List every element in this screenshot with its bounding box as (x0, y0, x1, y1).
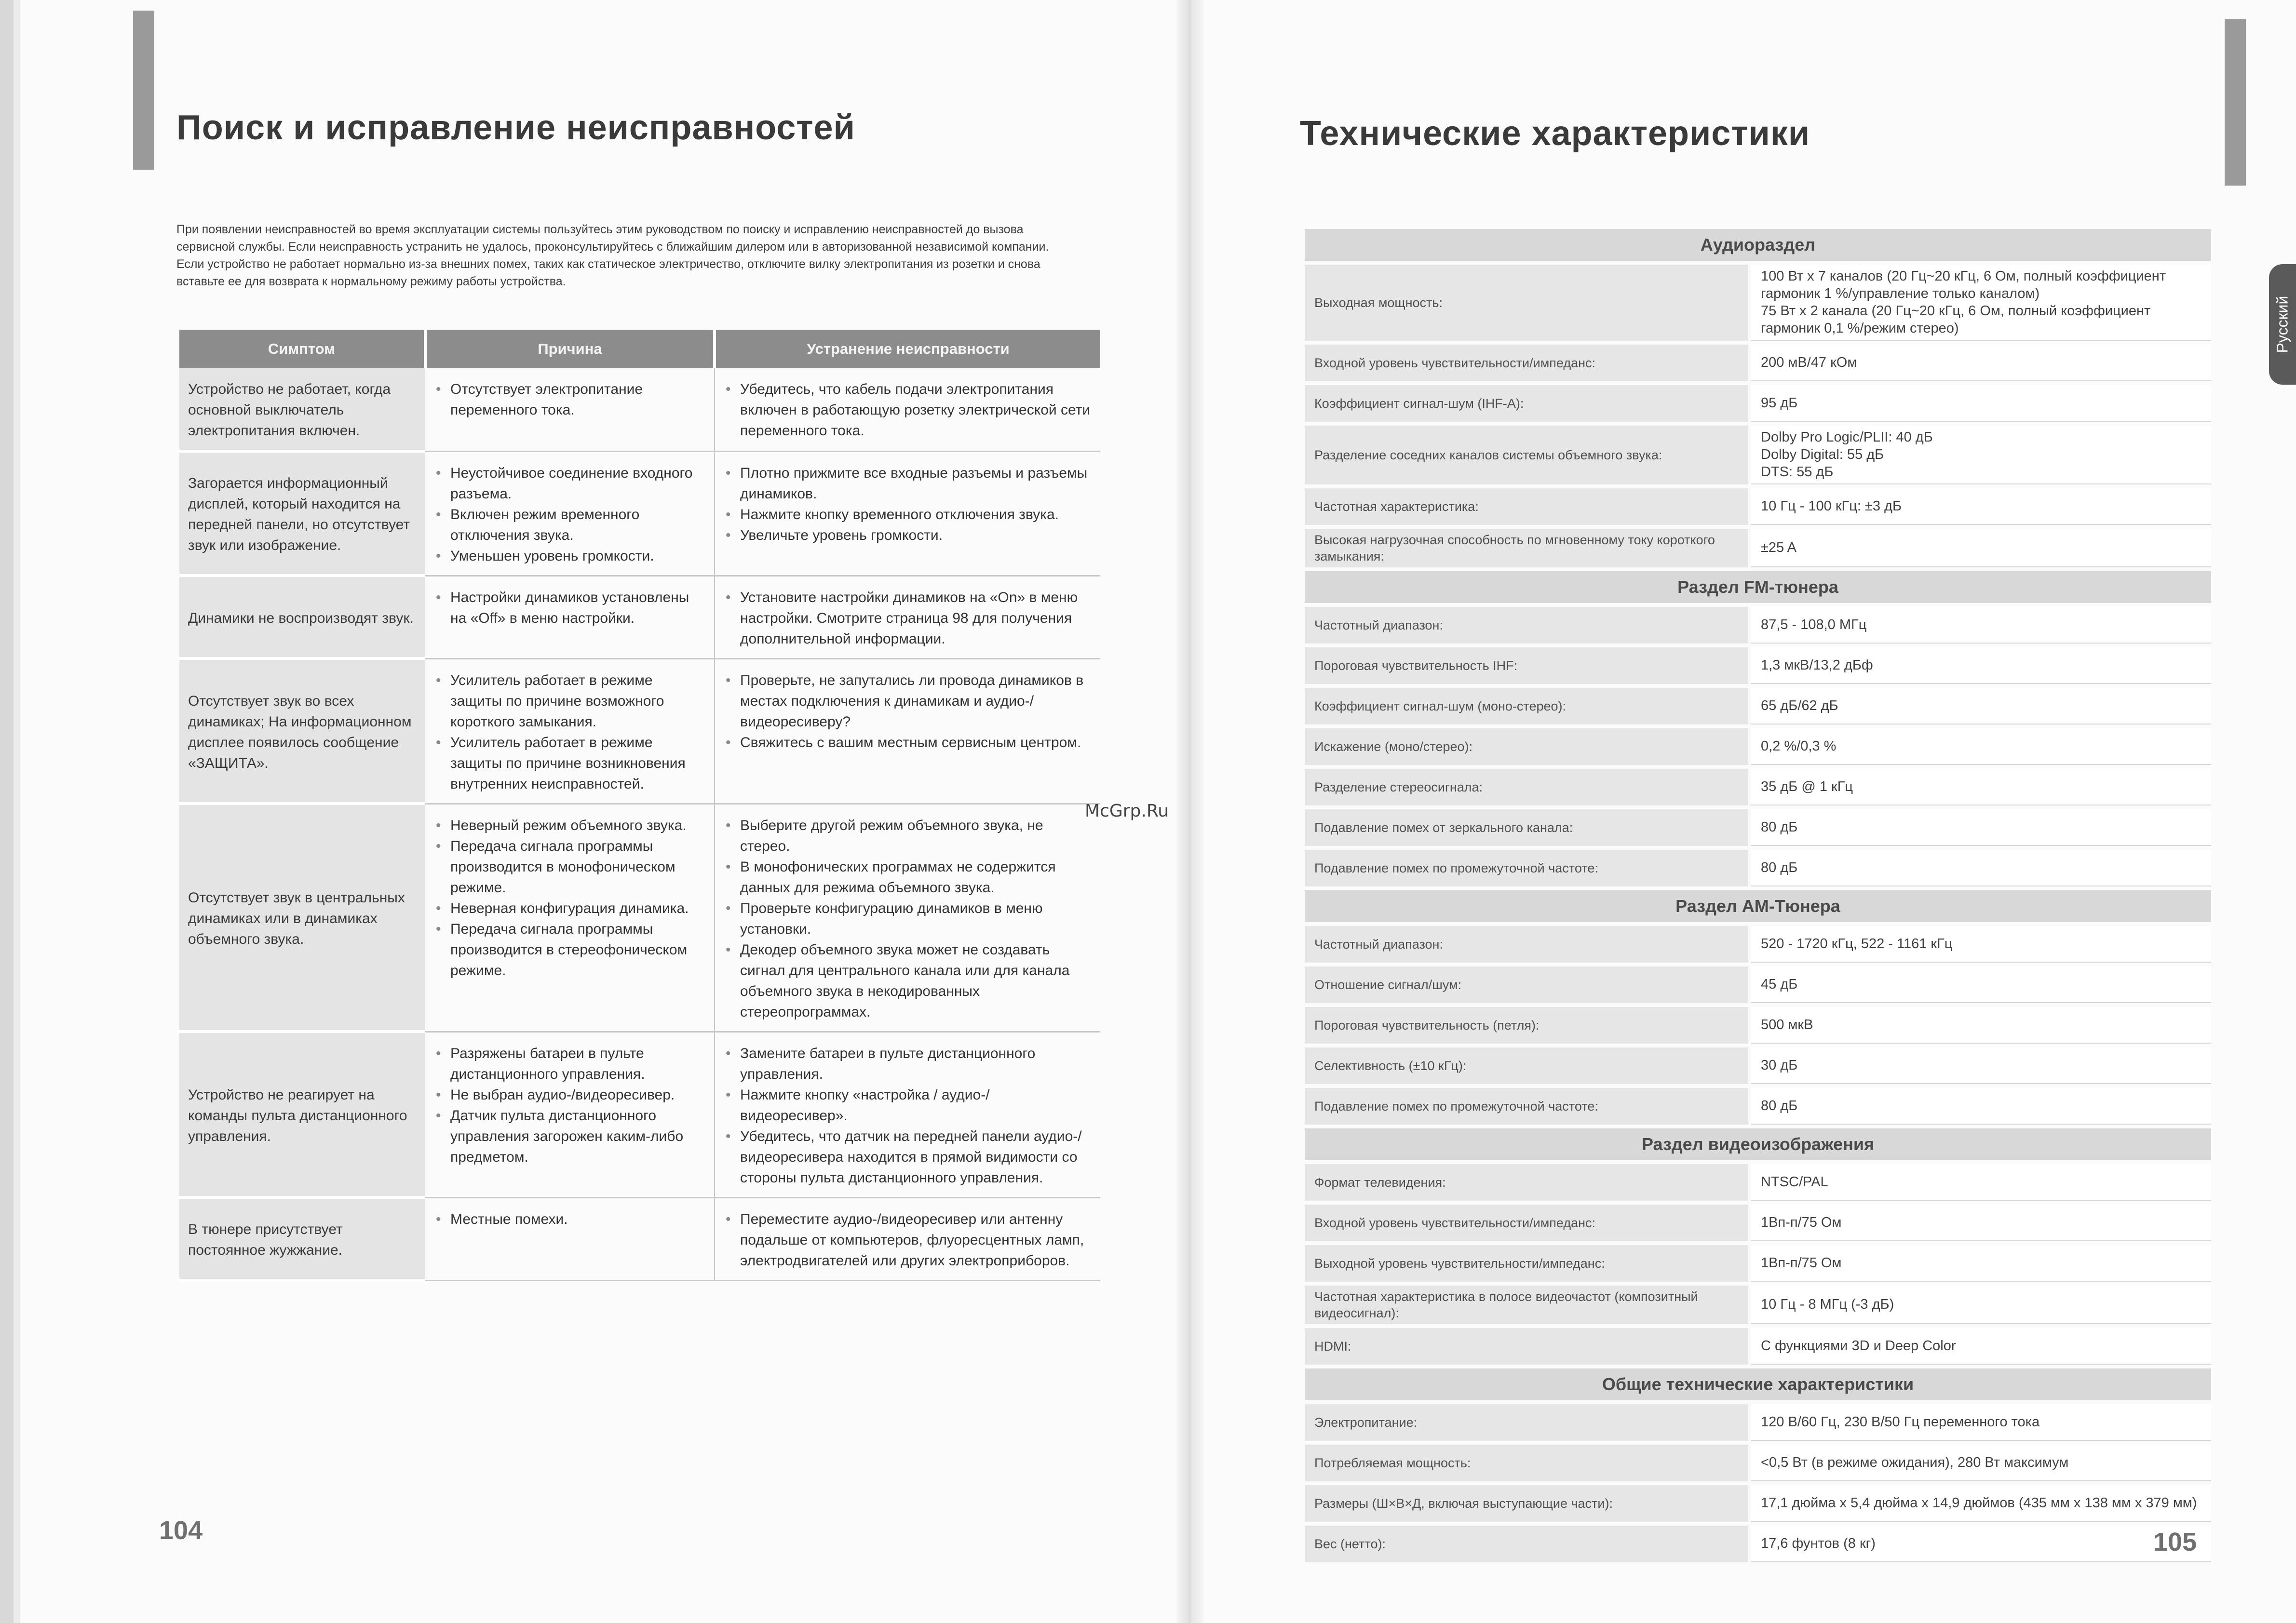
spec-value-line: 1Вп-п/75 Ом (1761, 1255, 1842, 1271)
spec-row (1305, 966, 2211, 1003)
fix-item: • Нажмите кнопку временного отключения звука. (740, 504, 1092, 525)
table-row (179, 804, 1100, 1032)
symptom-cell: Отсутствует звук в центральных динамиках или в динамиках объемного звука. (179, 804, 425, 1032)
spec-value (1751, 688, 2211, 724)
spec-label: Пороговая чувствительность (петля): (1305, 1007, 1748, 1044)
spec-row (1305, 1286, 2211, 1324)
spec-value-line: 45 дБ (1761, 977, 1798, 992)
spec-value-line: 1,3 мкВ/13,2 дБф (1761, 657, 1873, 673)
left-page (20, 0, 1176, 1623)
cause-item: • Не выбран аудио-/видеоресивер. (450, 1085, 705, 1105)
spec-label: Потребляемая мощность: (1305, 1445, 1748, 1481)
spec-row (1305, 1328, 2211, 1365)
spec-value (1751, 728, 2211, 765)
cause-item: • Усилитель работает в режиме защиты по причине возможного короткого замыкания. (450, 670, 705, 732)
spec-value (1751, 1205, 2211, 1241)
spec-value (1751, 809, 2211, 846)
fix-cell (715, 804, 1100, 1032)
spec-value (1751, 1404, 2211, 1441)
spec-value (1751, 345, 2211, 381)
cause-cell (425, 658, 715, 804)
fix-item: • Установите настройки динамиков на «On» в меню настройки. Смотрите страница 98 для получения дополнительной информации. (740, 587, 1092, 649)
spec-value-line: 200 мВ/47 кОм (1761, 355, 1857, 370)
spec-row (1305, 1047, 2211, 1084)
cause-item: • Уменьшен уровень громкости. (450, 546, 705, 566)
cause-item: • Неверная конфигурация динамика. (450, 898, 705, 919)
language-tab (2269, 264, 2296, 385)
spec-label: HDMI: (1305, 1328, 1748, 1365)
cause-list (434, 587, 705, 629)
spec-value (1751, 1047, 2211, 1084)
fix-list (724, 1043, 1092, 1188)
spec-row (1305, 385, 2211, 422)
spec-label: Выходной уровень чувствительности/импеданс: (1305, 1245, 1748, 1282)
specifications-table (1305, 229, 2211, 1566)
book-gutter (1176, 0, 1203, 1623)
left-edge-shadow (0, 0, 14, 1623)
spec-value-line: 0,2 %/0,3 % (1761, 738, 1837, 754)
spec-label: Частотная характеристика в полосе видеочастот (композитный видеосигнал): (1305, 1286, 1748, 1324)
spec-row (1305, 529, 2211, 567)
spec-row (1305, 1485, 2211, 1522)
spec-value (1751, 1007, 2211, 1044)
fix-item: • Увеличьте уровень громкости. (740, 525, 1092, 546)
cause-item: • Неверный режим объемного звука. (450, 815, 705, 836)
fix-item: • Проверьте, не запутались ли провода динамиков в местах подключения к динамикам и аудио-/видеоресиверу? (740, 670, 1092, 732)
spec-value (1751, 1245, 2211, 1282)
fix-cell (715, 658, 1100, 804)
header-cause: Причина (425, 330, 715, 368)
cause-list (434, 1043, 705, 1167)
spec-value (1751, 426, 2211, 484)
right-page-number: 105 (2153, 1528, 2197, 1556)
fix-list (724, 815, 1092, 1022)
left-page-number: 104 (159, 1516, 203, 1545)
fix-list (724, 670, 1092, 753)
symptom-cell: Устройство не реагирует на команды пульта дистанционного управления. (179, 1032, 425, 1197)
spec-value-line: NTSC/PAL (1761, 1174, 1828, 1190)
spec-row (1305, 1088, 2211, 1125)
left-edge-shadow-inner (14, 0, 20, 1623)
cause-item: • Передача сигнала программы производится в стереофоническом режиме. (450, 919, 705, 981)
spec-value (1751, 926, 2211, 963)
spec-label: Подавление помех по промежуточной частоте: (1305, 850, 1748, 886)
symptom-cell: Загорается информационный дисплей, который находится на передней панели, но отсутствует звук или изображение. (179, 451, 425, 576)
spec-value (1751, 647, 2211, 684)
spec-value-line: 35 дБ @ 1 кГц (1761, 779, 1853, 794)
spec-section-heading: Общие технические характеристики (1305, 1368, 2211, 1400)
fix-item: • Убедитесь, что датчик на передней панели аудио-/видеоресивера находится в прямой видимости со стороны пульта дистанционного управления. (740, 1126, 1092, 1188)
fix-item: • Замените батареи в пульте дистанционного управления. (740, 1043, 1092, 1085)
fix-cell (715, 1032, 1100, 1197)
right-page (1203, 0, 2296, 1623)
fix-cell (715, 1197, 1100, 1280)
spec-value-line: 80 дБ (1761, 819, 1798, 835)
right-title-accent-bar (2225, 19, 2246, 186)
spec-value (1751, 966, 2211, 1003)
fix-list (724, 1209, 1092, 1271)
spec-value-line: 500 мкВ (1761, 1017, 1813, 1033)
table-row (179, 1197, 1100, 1280)
spec-value-line: С функциями 3D и Deep Color (1761, 1338, 1956, 1354)
fix-item: • Декодер объемного звука может не создавать сигнал для центрального канала или для канала объемного звука в некодированных стереопрограммах. (740, 939, 1092, 1022)
fix-item: • В монофонических программах не содержится данных для режима объемного звука. (740, 857, 1092, 898)
spec-label: Искажение (моно/стерео): (1305, 728, 1748, 765)
cause-cell (425, 368, 715, 451)
fix-cell (715, 368, 1100, 451)
spec-row (1305, 809, 2211, 846)
cause-cell (425, 576, 715, 658)
cause-cell (425, 804, 715, 1032)
header-fix: Устранение неисправности (715, 330, 1100, 368)
spec-label: Селективность (±10 кГц): (1305, 1047, 1748, 1084)
spec-row (1305, 850, 2211, 886)
spec-value (1751, 1445, 2211, 1481)
spec-value-line: 10 Гц - 100 кГц: ±3 дБ (1761, 498, 1902, 514)
cause-item: • Настройки динамиков установлены на «Off» в меню настройки. (450, 587, 705, 629)
spec-value (1751, 1526, 2211, 1562)
cause-cell (425, 451, 715, 576)
symptom-cell: В тюнере присутствует постоянное жужжание. (179, 1197, 425, 1280)
cause-item: • Отсутствует электропитание переменного тока. (450, 379, 705, 420)
spec-row (1305, 688, 2211, 724)
fix-item: • Свяжитесь с вашим местным сервисным центром. (740, 732, 1092, 753)
fix-list (724, 587, 1092, 649)
spec-value-line: 30 дБ (1761, 1058, 1798, 1073)
troubleshooting-table (179, 330, 1100, 1282)
cause-list (434, 1209, 705, 1230)
spec-value-line: 100 Вт х 7 каналов (20 Гц~20 кГц, 6 Ом, полный коэффициент гармоник 1 %/управление только каналом) (1761, 268, 2166, 301)
fix-cell (715, 451, 1100, 576)
spec-label: Выходная мощность: (1305, 265, 1748, 341)
spec-row (1305, 1205, 2211, 1241)
spec-value-line: 120 В/60 Гц, 230 В/50 Гц переменного тока (1761, 1414, 2040, 1430)
cause-item: • Передача сигнала программы производится в монофоническом режиме. (450, 836, 705, 898)
spec-row (1305, 728, 2211, 765)
fix-item: • Переместите аудио-/видеоресивер или антенну подальше от компьютеров, флуоресцентных ламп, электродвигателей или других электроприборов. (740, 1209, 1092, 1271)
spec-row (1305, 265, 2211, 341)
spec-row (1305, 1164, 2211, 1201)
spec-label: Формат телевидения: (1305, 1164, 1748, 1201)
spec-section-heading: Раздел АМ-Тюнера (1305, 890, 2211, 922)
cause-item: • Включен режим временного отключения звука. (450, 504, 705, 546)
spec-value (1751, 488, 2211, 525)
spec-value-line: 17,6 фунтов (8 кг) (1761, 1536, 1876, 1551)
spec-label: Вес (нетто): (1305, 1526, 1748, 1562)
fix-item: • Плотно прижмите все входные разъемы и разъемы динамиков. (740, 463, 1092, 504)
spec-row (1305, 647, 2211, 684)
spec-value-line: <0,5 Вт (в режиме ожидания), 280 Вт максимум (1761, 1455, 2069, 1470)
spec-row (1305, 1404, 2211, 1441)
spec-value-line: 87,5 - 108,0 МГц (1761, 617, 1867, 632)
spec-value (1751, 265, 2211, 341)
spec-value (1751, 607, 2211, 644)
spec-label: Пороговая чувствительность IHF: (1305, 647, 1748, 684)
spec-value-line: Dolby Pro Logic/PLII: 40 дБ (1761, 429, 1933, 445)
spec-value-line: 10 Гц - 8 МГц (-3 дБ) (1761, 1297, 1894, 1312)
spec-section-heading: Раздел FM-тюнера (1305, 571, 2211, 603)
fix-item: • Проверьте конфигурацию динамиков в меню установки. (740, 898, 1092, 939)
table-row (179, 658, 1100, 804)
spec-section-heading: Раздел видеоизображения (1305, 1128, 2211, 1160)
intro-text (176, 221, 1068, 290)
spec-label: Частотный диапазон: (1305, 926, 1748, 963)
table-row (179, 368, 1100, 451)
spec-label: Входной уровень чувствительности/импеданс: (1305, 345, 1748, 381)
spec-label: Частотная характеристика: (1305, 488, 1748, 525)
spec-label: Отношение сигнал/шум: (1305, 966, 1748, 1003)
cause-list (434, 379, 705, 420)
spec-section-heading: Аудиораздел (1305, 229, 2211, 261)
spec-label: Коэффициент сигнал-шум (IHF-A): (1305, 385, 1748, 422)
language-tab-label: Русский (2273, 295, 2291, 353)
spec-row (1305, 1007, 2211, 1044)
table-row (179, 1032, 1100, 1197)
spec-value-line: 80 дБ (1761, 860, 1798, 875)
cause-item: • Неустойчивое соединение входного разъема. (450, 463, 705, 504)
watermark: McGrp.Ru (1085, 801, 1169, 821)
spec-label: Разделение стереосигнала: (1305, 769, 1748, 805)
spec-label: Электропитание: (1305, 1404, 1748, 1441)
cause-item: • Разряжены батареи в пульте дистанционного управления. (450, 1043, 705, 1085)
left-title-accent-bar (133, 11, 154, 170)
fix-list (724, 379, 1092, 441)
fix-list (724, 463, 1092, 546)
cause-item: • Усилитель работает в режиме защиты по причине возникновения внутренних неисправностей. (450, 732, 705, 794)
symptom-cell: Отсутствует звук во всех динамиках; На информационном дисплее появилось сообщение «ЗАЩИТА». (179, 658, 425, 804)
spec-label: Подавление помех по промежуточной частоте: (1305, 1088, 1748, 1125)
spec-row (1305, 1445, 2211, 1481)
spec-row (1305, 769, 2211, 805)
fix-item: • Нажмите кнопку «настройка / аудио-/видеоресивер». (740, 1085, 1092, 1126)
header-symptom: Симптом (179, 330, 425, 368)
spec-value (1751, 1088, 2211, 1125)
spec-value (1751, 1286, 2211, 1324)
symptom-cell: Устройство не работает, когда основной выключатель электропитания включен. (179, 368, 425, 451)
spec-value-line: DTS: 55 дБ (1761, 464, 1834, 480)
spec-label: Высокая нагрузочная способность по мгновенному току короткого замыкания: (1305, 529, 1748, 567)
cause-list (434, 815, 705, 981)
spec-row (1305, 488, 2211, 525)
spec-label: Разделение соседних каналов системы объемного звука: (1305, 426, 1748, 484)
cause-item: • Местные помехи. (450, 1209, 705, 1230)
spec-row (1305, 607, 2211, 644)
spec-value (1751, 385, 2211, 422)
spec-value (1751, 1328, 2211, 1365)
spec-value-line: 520 - 1720 кГц, 522 - 1161 кГц (1761, 936, 1953, 952)
cause-item: • Датчик пульта дистанционного управления загорожен каким-либо предметом. (450, 1105, 705, 1167)
spec-label: Входной уровень чувствительности/импеданс: (1305, 1205, 1748, 1241)
cause-list (434, 670, 705, 794)
spec-value-line: 65 дБ/62 дБ (1761, 698, 1838, 713)
spec-row (1305, 1245, 2211, 1282)
spec-value (1751, 850, 2211, 886)
spec-value-line: 1Вп-п/75 Ом (1761, 1215, 1842, 1230)
spec-row (1305, 426, 2211, 484)
spec-value (1751, 1485, 2211, 1522)
spec-label: Частотный диапазон: (1305, 607, 1748, 644)
spec-value-line: 95 дБ (1761, 395, 1798, 411)
left-page-title: Поиск и исправление неисправностей (176, 108, 855, 147)
spec-value-line: 80 дБ (1761, 1098, 1798, 1113)
fix-item: • Убедитесь, что кабель подачи электропитания включен в работающую розетку электрической сети переменного тока. (740, 379, 1092, 441)
fix-cell (715, 576, 1100, 658)
spec-value (1751, 529, 2211, 567)
spec-value-line: Dolby Digital: 55 дБ (1761, 447, 1884, 462)
cause-list (434, 463, 705, 566)
table-row (179, 451, 1100, 576)
intro-paragraph: При появлении неисправностей во время эксплуатации системы пользуйтесь этим руководством по поиску и исправлению неисправностей до вызова сервисной службы. Если неисправность устранить не удалось, проконсультируйтесь с ближайшим дилером или в авторизованной независимой компании. (176, 223, 1049, 254)
spec-label: Размеры (Ш×В×Д, включая выступающие части): (1305, 1485, 1748, 1522)
spec-label: Подавление помех от зеркального канала: (1305, 809, 1748, 846)
table-row (179, 576, 1100, 658)
fix-item: • Выберите другой режим объемного звука, не стерео. (740, 815, 1092, 857)
spec-label: Коэффициент сигнал-шум (моно-стерео): (1305, 688, 1748, 724)
spec-row (1305, 1526, 2211, 1562)
spec-value-line: 75 Вт х 2 канала (20 Гц~20 кГц, 6 Ом, полный коэффициент гармоник 0,1 %/режим стерео) (1761, 303, 2151, 336)
symptom-cell: Динамики не воспроизводят звук. (179, 576, 425, 658)
spec-value-line: ±25 A (1761, 540, 1796, 555)
spec-value (1751, 1164, 2211, 1201)
spec-value-line: 17,1 дюйма x 5,4 дюйма x 14,9 дюймов (435 мм x 138 мм x 379 мм) (1761, 1495, 2197, 1511)
right-page-title: Технические характеристики (1300, 114, 1810, 153)
intro-paragraph: Если устройство не работает нормально из-за внешних помех, таких как статическое электричество, отключите вилку электропитания из розетки и снова вставьте ее для возврата к нормальному режиму работы устройства. (176, 257, 1040, 288)
spec-value (1751, 769, 2211, 805)
cause-cell (425, 1197, 715, 1280)
table-header-row (179, 330, 1100, 368)
cause-cell (425, 1032, 715, 1197)
spec-row (1305, 345, 2211, 381)
spec-row (1305, 926, 2211, 963)
